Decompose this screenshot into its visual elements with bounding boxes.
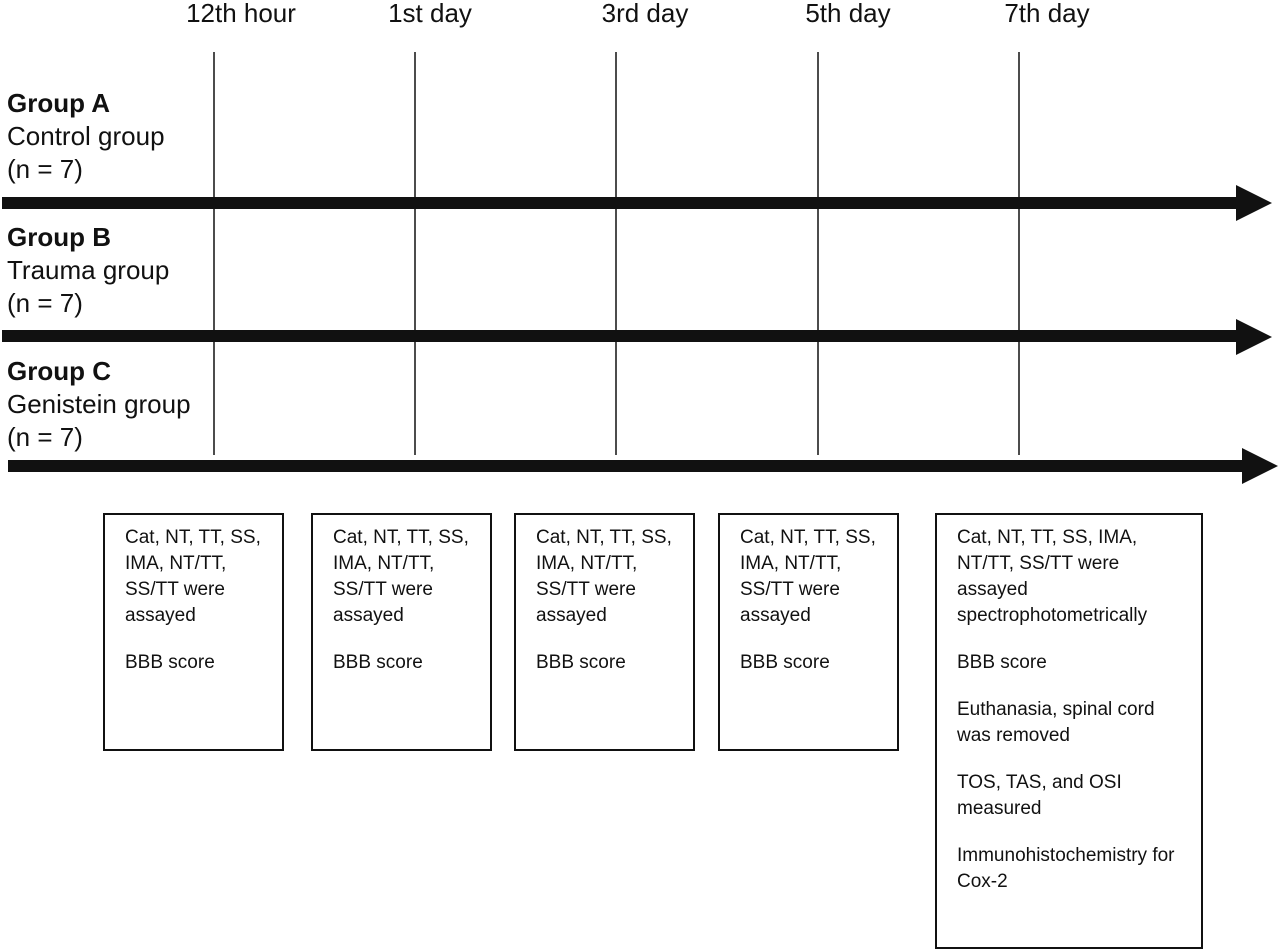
box-item: Cat, NT, TT, SS, IMA, NT/TT, SS/TT were assayed xyxy=(740,527,876,626)
group-name: Group A xyxy=(7,88,111,118)
box-item: TOS, TAS, and OSI measured xyxy=(957,772,1122,819)
timepoint-label-1st-day: 1st day xyxy=(388,0,472,28)
group-sample-size: (n = 7) xyxy=(7,154,83,184)
group-description: Control group xyxy=(7,121,165,151)
box-item: Cat, NT, TT, SS, IMA, NT/TT, SS/TT were assayed xyxy=(536,527,672,626)
group-b-arrow xyxy=(2,319,1272,355)
box-item: BBB score xyxy=(333,652,423,673)
box-item: BBB score xyxy=(536,652,626,673)
timepoint-label-7th-day: 7th day xyxy=(1004,0,1090,28)
group-description: Trauma group xyxy=(7,255,170,285)
box-item: BBB score xyxy=(740,652,830,673)
measurement-box-7th-day xyxy=(935,513,1203,949)
group-name: Group C xyxy=(7,356,111,386)
group-b-label xyxy=(7,221,169,320)
group-name: Group B xyxy=(7,222,111,252)
measurement-box-3rd-day xyxy=(514,513,695,751)
group-c-label xyxy=(7,355,191,454)
box-item: Cat, NT, TT, SS, IMA, NT/TT, SS/TT were assayed spectrophotometrically xyxy=(957,527,1148,626)
group-sample-size: (n = 7) xyxy=(7,288,83,318)
timepoint-label-5th-day: 5th day xyxy=(805,0,891,28)
group-a-arrow xyxy=(2,185,1272,221)
timepoint-label-3rd-day: 3rd day xyxy=(601,0,689,28)
measurement-box-5th-day xyxy=(718,513,899,751)
box-item: BBB score xyxy=(957,652,1047,673)
measurement-box-1st-day xyxy=(311,513,492,751)
group-a-label xyxy=(7,87,165,186)
group-sample-size: (n = 7) xyxy=(7,422,83,452)
box-item: Euthanasia, spinal cord was removed xyxy=(957,699,1155,746)
measurement-box-12th-hour xyxy=(103,513,284,751)
group-c-arrow xyxy=(8,448,1278,484)
box-item: Cat, NT, TT, SS, IMA, NT/TT, SS/TT were assayed xyxy=(125,527,261,626)
group-description: Genistein group xyxy=(7,389,191,419)
box-item: Cat, NT, TT, SS, IMA, NT/TT, SS/TT were assayed xyxy=(333,527,469,626)
timepoint-label-12th-hour: 12th hour xyxy=(186,0,296,28)
box-item: Immunohistochemistry for Cox-2 xyxy=(957,845,1175,892)
box-item: BBB score xyxy=(125,652,215,673)
